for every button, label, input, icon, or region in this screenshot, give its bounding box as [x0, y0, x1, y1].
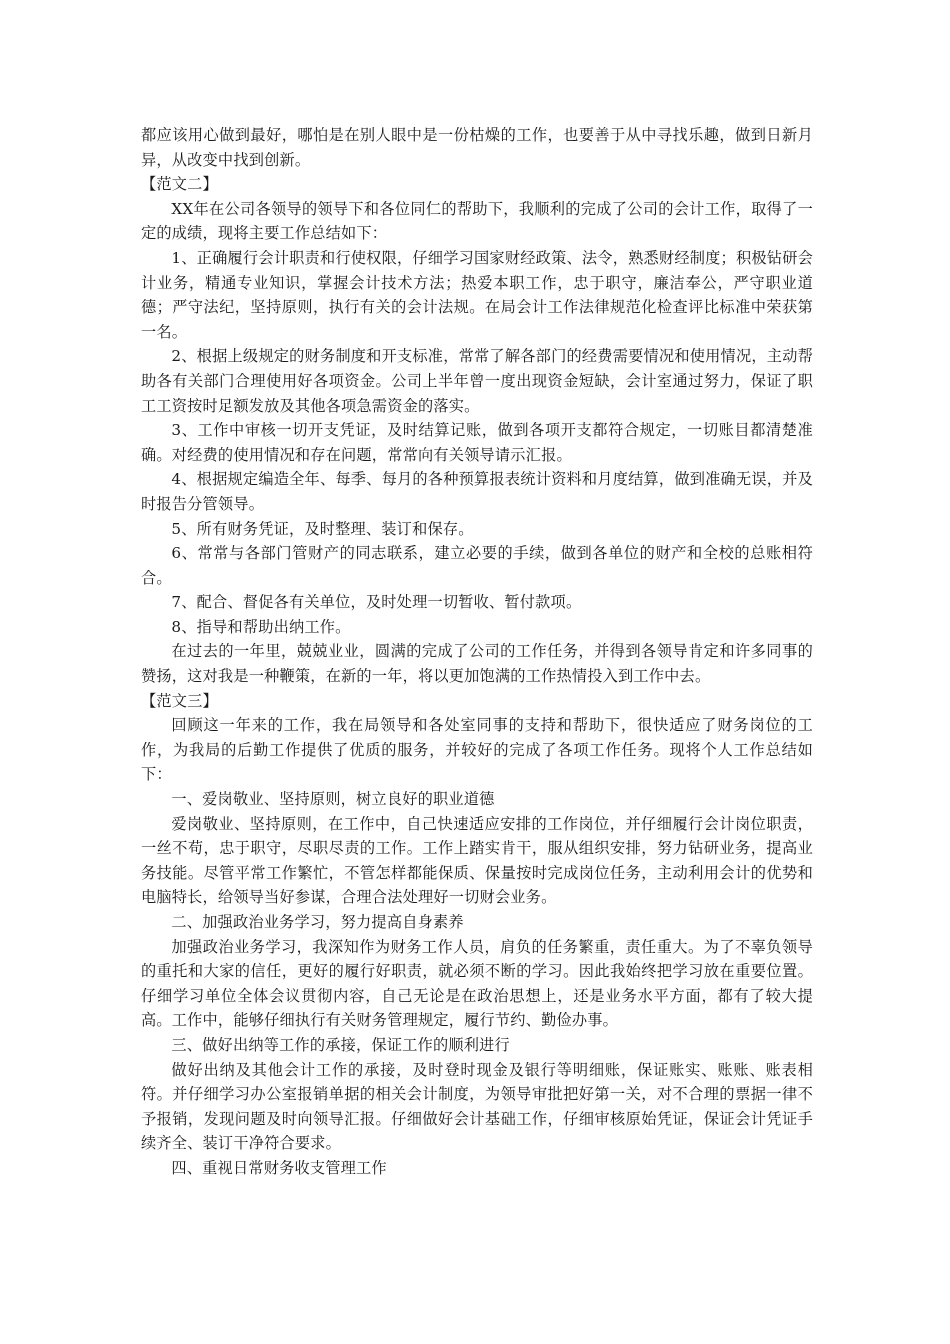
paragraph: 做好出纳及其他会计工作的承接，及时登时现金及银行等明细账，保证账实、账账、账表相符。并仔细学习办公室报销单据的相关会计制度，为领导审批把好第一关，对不合理的票据一律不予报销，发现问题及时向领导汇报。仔细做好会计基础工作，仔细审核原始凭证，保证会计凭证手续齐全、装订干净符合要求。 — [141, 1060, 813, 1153]
paragraph: 加强政治业务学习，我深知作为财务工作人员，肩负的任务繁重，责任重大。为了不辜负领导的重托和大家的信任，更好的履行好职责，就必须不断的学习。因此我始终把学习放在重要位置。仔细学习单位全体会议贯彻内容，自己无论是在政治思想上，还是业务水平方面，都有了较大提高。工作中，能够仔细执行有关财务管理规定，履行节约、勤俭办事。 — [141, 937, 813, 1030]
list-item: 5、所有财务凭证，及时整理、装订和保存。 — [171, 519, 474, 538]
list-item: 8、指导和帮助出纳工作。 — [171, 617, 351, 636]
paragraph: 在过去的一年里，兢兢业业，圆满的完成了公司的工作任务，并得到各领导肯定和许多同事的赞扬，这对我是一种鞭策，在新的一年，将以更加饱满的工作热情投入到工作中去。 — [141, 642, 813, 686]
list-item: 7、配合、督促各有关单位，及时处理一切暂收、暂付款项。 — [171, 593, 582, 612]
list-item: 1、正确履行会计职责和行使权限，仔细学习国家财经政策、法令，熟悉财经制度；积极钻研会计业务，精通专业知识，掌握会计技术方法；热爱本职工作，忠于职守，廉洁奉公，严守职业道德；严守法纪，坚持原则，执行有关的会计法规。在局会计工作法律规范化检查评比标准中荣获第一名。 — [141, 248, 813, 341]
paragraph: 都应该用心做到最好，哪怕是在别人眼中是一份枯燥的工作，也要善于从中寻找乐趣，做到日新月异，从改变中找到创新。 — [141, 126, 813, 169]
list-item: 3、工作中审核一切开支凭证，及时结算记账，做到各项开支都符合规定，一切账目都清楚准确。对经费的使用情况和存在问题，常常向有关领导请示汇报。 — [141, 421, 813, 464]
list-item: 2、根据上级规定的财务制度和开支标准，常常了解各部门的经费需要情况和使用情况，主动帮助各有关部门合理使用好各项资金。公司上半年曾一度出现资金短缺，会计室通过努力，保证了职工工资按时足额发放及其他各项急需资金的落实。 — [141, 347, 813, 415]
section-heading: 【范文二】 — [141, 175, 218, 194]
subheading: 三、做好出纳等工作的承接，保证工作的顺利进行 — [171, 1035, 510, 1054]
list-item: 6、常常与各部门管财产的同志联系，建立必要的手续，做到各单位的财产和全校的总账相符合。 — [141, 544, 813, 587]
paragraph: 回顾这一年来的工作，我在局领导和各处室同事的支持和帮助下，很快适应了财务岗位的工作，为我局的后勤工作提供了优质的服务，并较好的完成了各项工作任务。现将个人工作总结如下： — [141, 716, 813, 784]
subheading: 二、加强政治业务学习，努力提高自身素养 — [171, 913, 464, 931]
paragraph: 爱岗敬业、坚持原则，在工作中，自己快速适应安排的工作岗位，并仔细履行会计岗位职责，一丝不苟，忠于职守，尽职尽责的工作。工作上踏实肯干，服从组织安排，努力钻研业务，提高业务技能。尽管平常工作繁忙，不管怎样都能保质、保量按时完成岗位任务，主动利用会计的优势和电脑特长，给领导当好参谋，合理合法处理好一切财会业务。 — [141, 814, 813, 907]
subheading: 一、爱岗敬业、坚持原则，树立良好的职业道德 — [171, 790, 495, 809]
subheading: 四、重视日常财务收支管理工作 — [171, 1158, 387, 1177]
document-page — [141, 123, 813, 1181]
section-heading: 【范文三】 — [141, 691, 218, 710]
list-item: 4、根据规定编造全年、每季、每月的各种预算报表统计资料和月度结算，做到准确无误，并及时报告分管领导。 — [141, 470, 813, 513]
paragraph: XX年在公司各领导的领导下和各位同仁的帮助下，我顺利的完成了公司的会计工作，取得了一定的成绩，现将主要工作总结如下： — [141, 199, 813, 243]
